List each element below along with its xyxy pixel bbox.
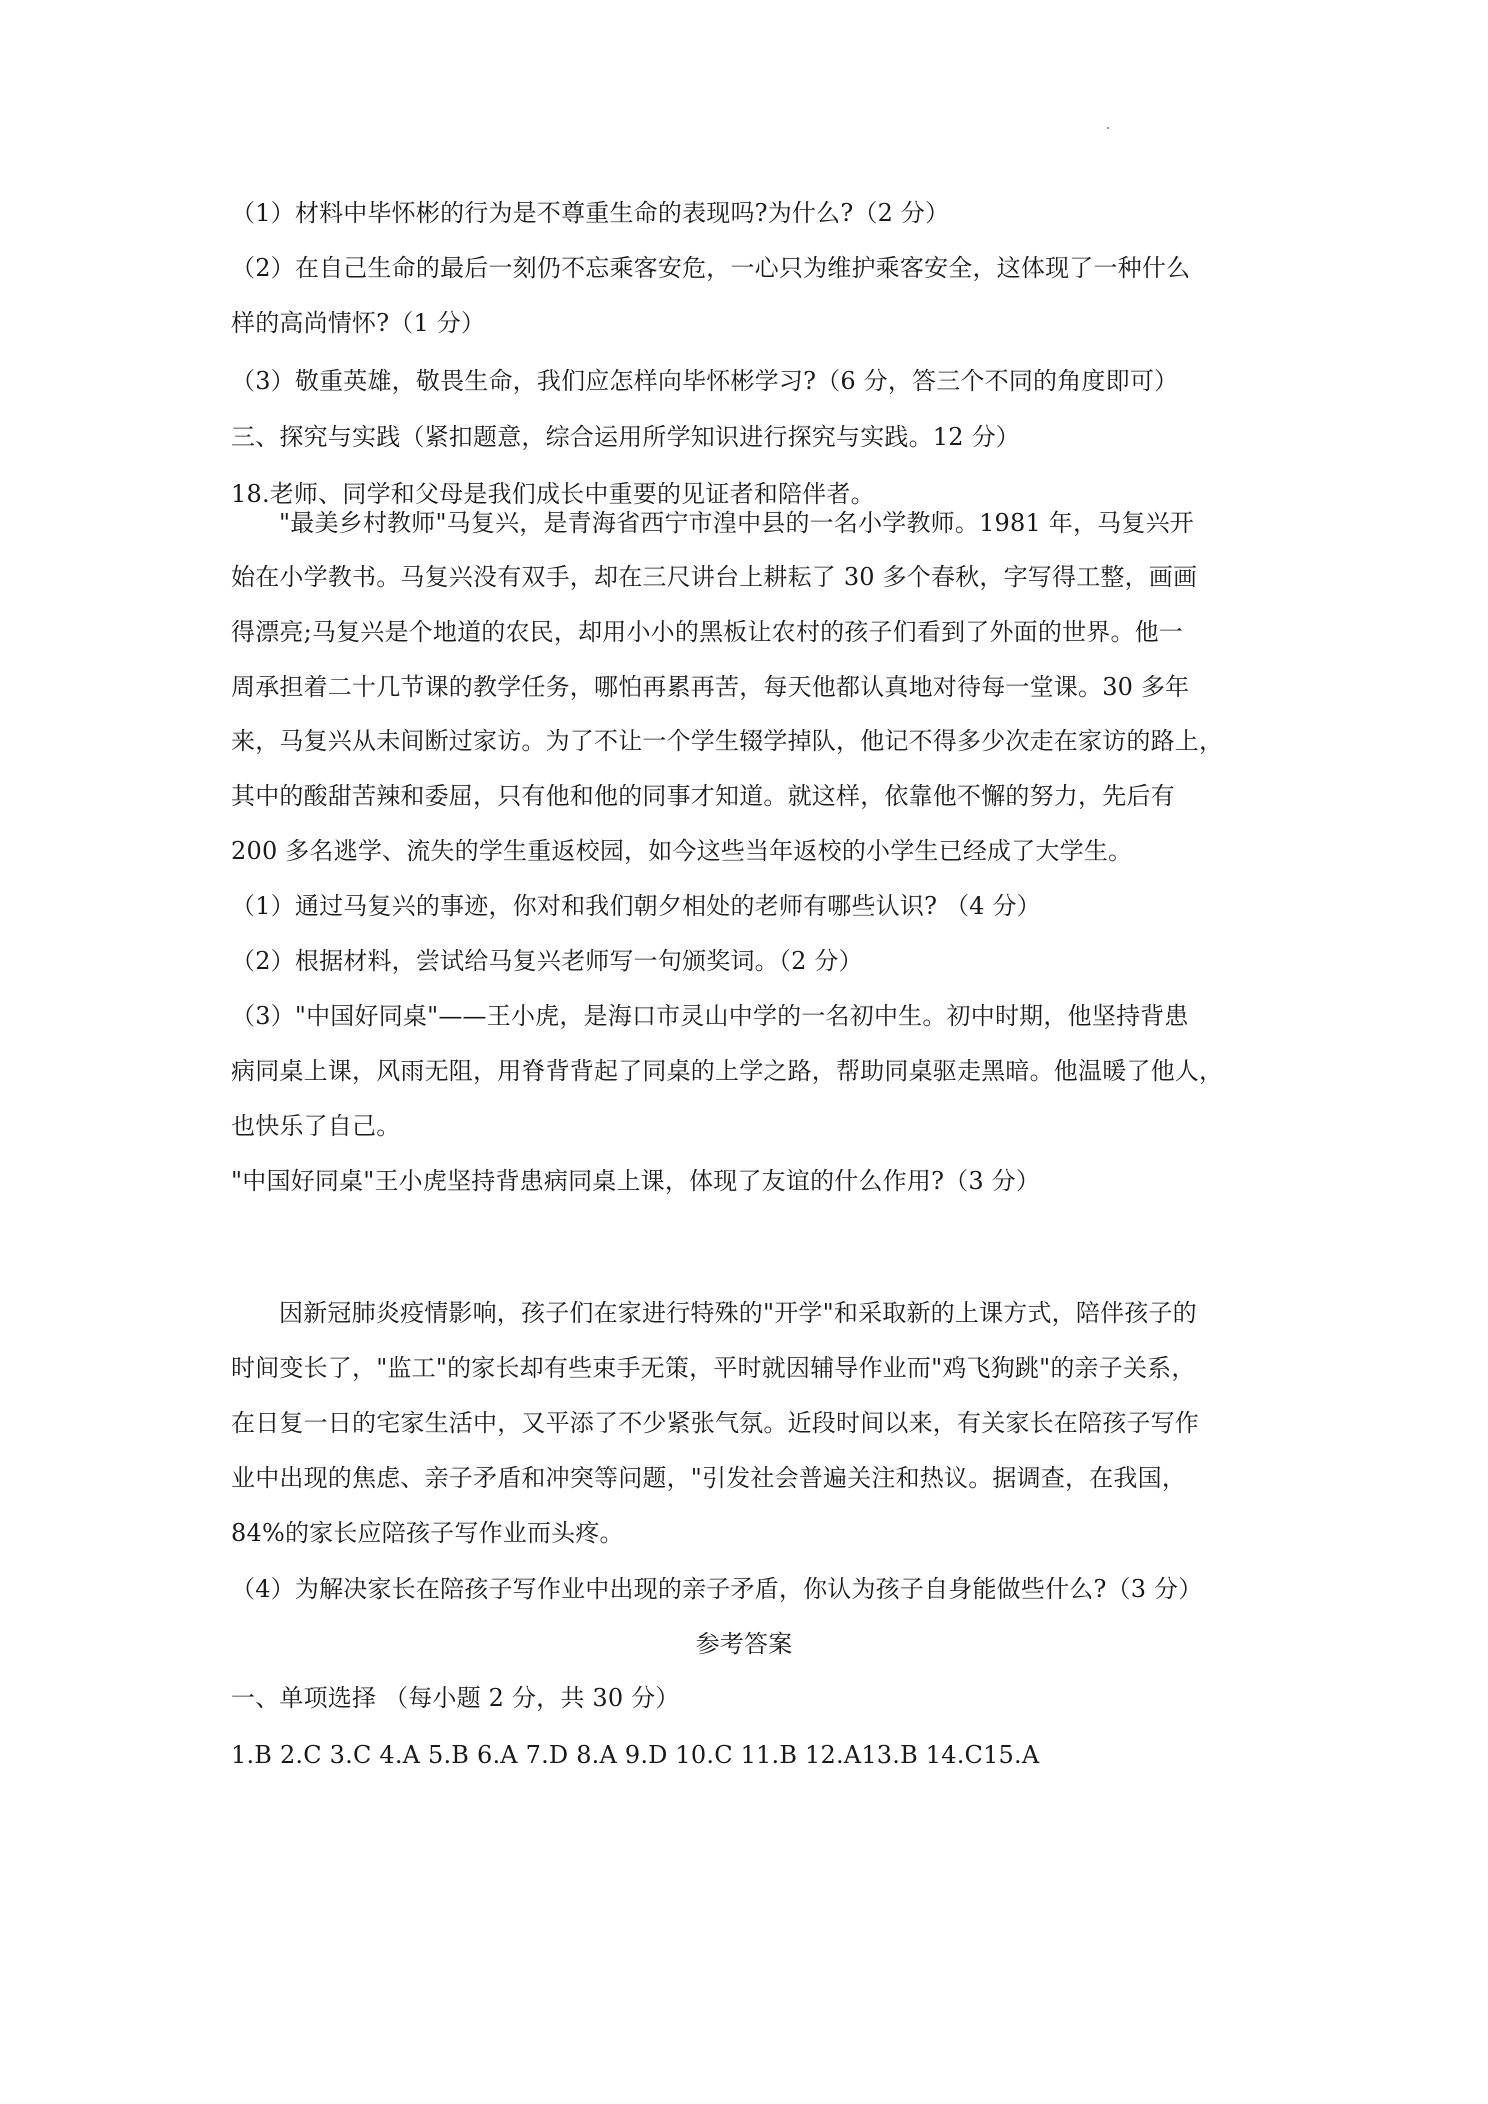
page-mark [1107, 127, 1109, 129]
q18-sub3-line: 病同桌上课，风雨无阻，用脊背背起了同桌的上学之路，帮助同桌驱走黑暗。他温暖了他人， [231, 1057, 1224, 1085]
q17-sub1: （1）材料中毕怀彬的行为是不尊重生命的表现吗?为什么?（2 分） [231, 199, 950, 227]
q18-sub4: （4）为解决家长在陪孩子写作业中出现的亲子矛盾，你认为孩子自身能做些什么?（3 分） [231, 1575, 1203, 1603]
q18-material1-line: 200 多名逃学、流失的学生重返校园，如今这些当年返校的小学生已经成了大学生。 [231, 837, 1133, 865]
q18-material2-line: 84%的家长应陪孩子写作业而头疼。 [231, 1519, 624, 1547]
q18-material2-line: 因新冠肺炎疫情影响，孩子们在家进行特殊的"开学"和采取新的上课方式，陪伴孩子的 [279, 1299, 1197, 1327]
q18-sub3-line: （3）"中国好同桌"——王小虎，是海口市灵山中学的一名初中生。初中时期，他坚持背患 [231, 1002, 1189, 1030]
answers-section1-heading: 一、单项选择 （每小题 2 分，共 30 分） [231, 1684, 680, 1712]
q18-stem: 18.老师、同学和父母是我们成长中重要的见证者和陪伴者。 [231, 480, 875, 508]
q17-sub2-line2: 样的高尚情怀?（1 分） [231, 309, 486, 337]
q18-sub3-line: 也快乐了自己。 [231, 1112, 401, 1140]
q18-sub1: （1）通过马复兴的事迹，你对和我们朝夕相处的老师有哪些认识? （4 分） [231, 892, 1041, 920]
answers-section1-list: 1.B 2.C 3.C 4.A 5.B 6.A 7.D 8.A 9.D 10.C 11.B 12.A13.B 14.C15.A [231, 1741, 1040, 1769]
q18-sub2: （2）根据材料，尝试给马复兴老师写一句颁奖词。（2 分） [231, 947, 863, 975]
q17-sub2-line1: （2）在自己生命的最后一刻仍不忘乘客安危，一心只为维护乘客安全，这体现了一种什么 [231, 254, 1191, 282]
answers-title: 参考答案 [695, 1630, 793, 1658]
q18-material2-line: 业中出现的焦虑、亲子矛盾和冲突等问题，"引发社会普遍关注和热议。据调查，在我国， [231, 1464, 1187, 1492]
q18-material2-line: 时间变长了，"监工"的家长却有些束手无策，平时就因辅导作业而"鸡飞狗跳"的亲子关系， [231, 1354, 1196, 1382]
q18-sub3-question: "中国好同桌"王小虎坚持背患病同桌上课，体现了友谊的什么作用?（3 分） [231, 1167, 1041, 1195]
q18-material1-line: 得漂亮;马复兴是个地道的农民，却用小小的黑板让农村的孩子们看到了外面的世界。他一 [231, 618, 1184, 646]
q18-material2-line: 在日复一日的宅家生活中，又平添了不少紧张气氛。近段时间以来，有关家长在陪孩子写作 [231, 1409, 1199, 1437]
q18-material1-line: 始在小学教书。马复兴没有双手，却在三尺讲台上耕耘了 30 多个春秋，字写得工整，画画 [231, 563, 1198, 591]
q18-material1-line: 其中的酸甜苦辣和委屈，只有他和他的同事才知道。就这样，依靠他不懈的努力，先后有 [231, 782, 1175, 810]
q17-sub3: （3）敬重英雄，敬畏生命，我们应怎样向毕怀彬学习?（6 分，答三个不同的角度即可） [231, 367, 1179, 395]
section3-heading: 三、探究与实践（紧扣题意，综合运用所学知识进行探究与实践。12 分） [231, 423, 1020, 451]
q18-material1-line: "最美乡村教师"马复兴，是青海省西宁市湟中县的一名小学教师。1981 年，马复兴开 [279, 509, 1194, 537]
q18-material1-line: 周承担着二十几节课的教学任务，哪怕再累再苦，每天他都认真地对待每一堂课。30 多年 [231, 673, 1190, 701]
q18-material1-line: 来，马复兴从未间断过家访。为了不让一个学生辍学掉队，他记不得多少次走在家访的路上， [231, 727, 1224, 755]
